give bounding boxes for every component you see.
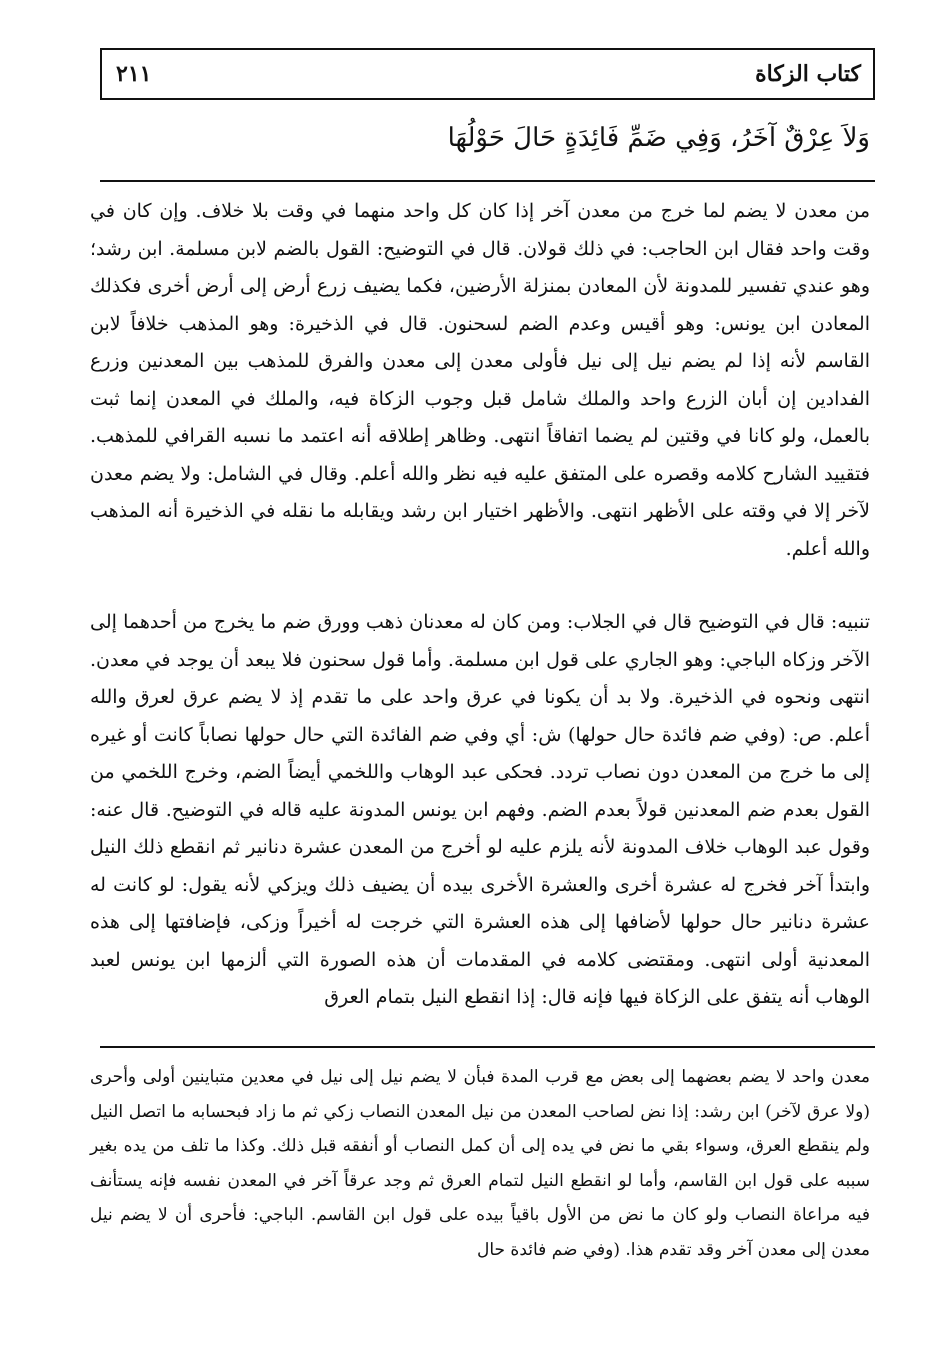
page-header bbox=[100, 48, 875, 100]
footnote-divider bbox=[100, 1046, 875, 1048]
commentary-paragraph-2: تنبيه: قال في التوضيح قال في الجلاب: ومن كان له معدنان ذهب وورق ضم ما يخرج من أحدهما إلى الآخر وزكاه الباجي: وهو الجاري على قول ابن مسلمة. وأما قول سحنون فلا يبعد أن يوجد في معدن. انتهى ونحوه في الذخيرة. ولا بد أن يكونا في عرق واحد على ما تقدم إذ لا يضم عرق لعرق والله أعلم. ص: (وفي ضم فائدة حال حولها) ش: أي وفي ضم الفائدة التي حال حولها نصاباً كانت أو غيره إلى ما خرج من المعدن دون نصاب تردد. فحكى عبد الوهاب واللخمي أيضاً الضم، وخرج اللخمي من القول بعدم ضم المعدنين قولاً بعدم الضم. وفهم ابن يونس المدونة عليه قاله في التوضيح. قال عنه: وقول عبد الوهاب خلاف المدونة لأنه يلزم عليه لو أخرج من المعدن عشرة دنانير ثم انقطع ذلك النيل وابتدأ آخر فخرج له عشرة أخرى والعشرة الأخرى بيده أن يضيف ذلك ويزكي لأنه يقول: لو كانت له عشرة دنانير حال حولها لأضافها إلى هذه العشرة التي خرجت له أخيراً وزكى، فإضافتها إلى هذه المعدنية أولى انتهى. ومقتضى كلامه في المقدمات أن هذه الصورة التي ألزمها ابن يونس لعبد الوهاب أنه يتفق على الزكاة فيها فإنه قال: إذا انقطع النيل بتمام العرق bbox=[90, 611, 870, 1008]
footnote-text bbox=[90, 1060, 870, 1267]
footnote-paragraph: معدن واحد لا يضم بعضهما إلى بعض مع قرب المدة فبأن لا يضم نيل إلى نيل في معدين متباينين أولى وأحرى (ولا عرق لآخر) ابن رشد: إذا نض لصاحب المعدن من نيل المعدن النصاب زكي ثم ما زاد فبحسابه ما اتصل النيل ولم ينقطع العرق، وسواء بقي ما نض في يده إلى أن كمل النصاب أو أنفقه قبل ذلك. وكذا ما تلف من يده بغير سببه على قول ابن القاسم، وأما لو انقطع النيل لتمام العرق ثم وجد عرقاً آخر في المعدن نفسه فإنه يستأنف فيه مراعاة النصاب ولو كان ما نض من الأول باقياً بيده على قول ابن القاسم. الباجي: فأحرى أن لا يضم نيل معدن إلى معدن آخر وقد تقدم هذا. (وفي ضم فائدة حال bbox=[90, 1067, 870, 1260]
page-number: ٢١١ bbox=[116, 61, 152, 87]
commentary-paragraph-1: من معدن لا يضم لما خرج من معدن آخر إذا كان كل واحد منهما في وقت بلا خلاف. وإن كان في وقت واحد فقال ابن الحاجب: في ذلك قولان. قال في التوضيح: القول بالضم لابن مسلمة. ابن رشد؛ وهو عندي تفسير للمدونة لأن المعادن بمنزلة الأرضين، فكما يضيف زرع أرض إلى أرض أخرى فكذلك المعادن ابن يونس: وهو أقيس وعدم الضم لسحنون. قال في الذخيرة: وهو المذهب خلافاً لابن القاسم لأنه إذا لم يضم نيل إلى نيل فأولى معدن إلى معدن والفرق للمذهب بين المعدنين وزرع الفدادين إن أبان الزرع واحد والملك شامل قبل وجوب الزكاة فيه، والملك في المعدن إنما ثبت بالعمل، ولو كانا في وقتين لم يضما اتفاقاً انتهى. وظاهر إطلاقه أنه اعتمد ما نسبه القرافي للمذهب. فتقييد الشارح كلامه وقصره على المتفق عليه فيه نظر والله أعلم. وقال في الشامل: ولا يضم معدن لآخر إلا في وقته على الأظهر انتهى. والأظهر اختيار ابن رشد ويقابله ما نقله في الذخيرة أنه المذهب والله أعلم. bbox=[90, 200, 871, 560]
verse-divider bbox=[100, 180, 875, 182]
commentary-text bbox=[90, 193, 870, 1017]
book-title: كتاب الزكاة bbox=[755, 61, 861, 87]
matn-verse: وَلاَ عِرْقٌ آخَرُ، وَفِي ضَمِّ فَائِدَةٍ حَالَ حَوْلُهَا bbox=[447, 123, 870, 153]
